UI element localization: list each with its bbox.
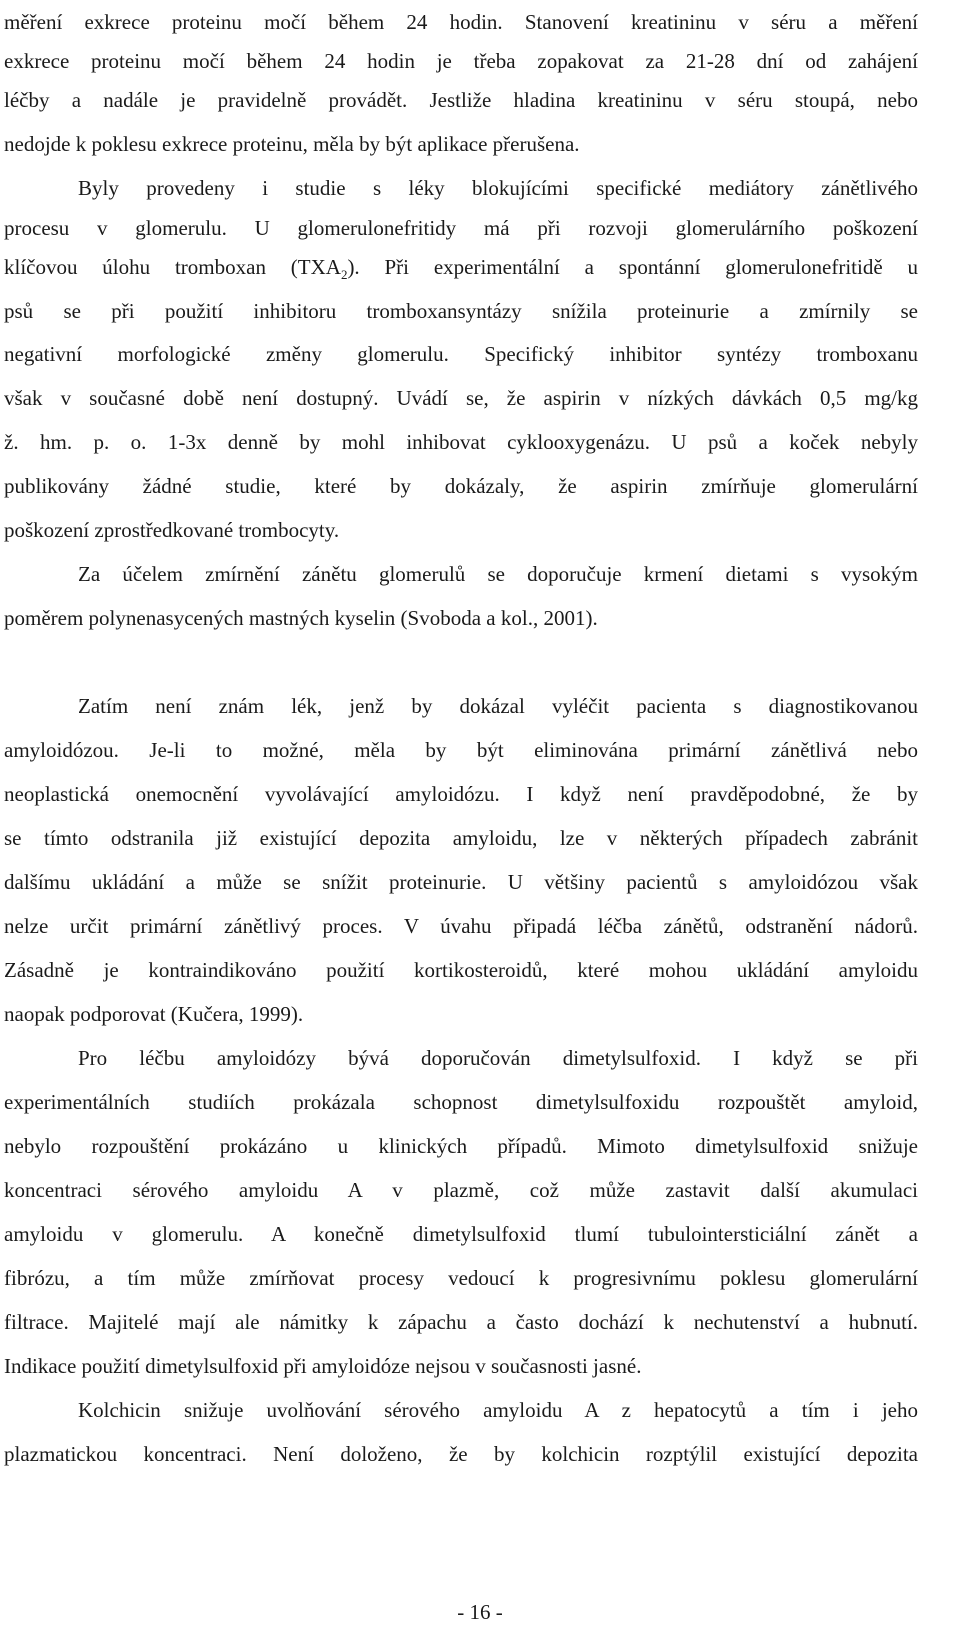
text-line: negativní morfologické změny glomerulu. Specifický inhibitor syntézy tromboxanu [4,342,918,366]
text-line: neoplastická onemocnění vyvolávající amyloidózu. I když není pravděpodobné, že by [4,782,918,806]
subscript: 2 [340,267,348,283]
text-line: publikovány žádné studie, které by dokázaly, že aspirin zmírňuje glomerulární [4,474,918,498]
text-line: koncentraci sérového amyloidu A v plazmě, což může zastavit další akumulaci [4,1178,918,1202]
text-line: poměrem polynenasycených mastných kyselin (Svoboda a kol., 2001). [4,606,598,630]
text-line: Kolchicin snižuje uvolňování sérového amyloidu A z hepatocytů a tím i jeho [78,1398,918,1422]
text-line: ž. hm. p. o. 1-3x denně by mohl inhibovat cyklooxygenázu. U psů a koček nebyly [4,430,918,454]
text-line: experimentálních studiích prokázala schopnost dimetylsulfoxidu rozpouštět amyloid, [4,1090,918,1114]
text-line: měření exkrece proteinu močí během 24 hodin. Stanovení kreatininu v séru a měření [4,10,918,34]
text-line: fibrózu, a tím může zmírňovat procesy vedoucí k progresivnímu poklesu glomerulární [4,1266,918,1290]
text-line: léčby a nadále je pravidelně provádět. Jestliže hladina kreatininu v séru stoupá, nebo [4,88,918,112]
text-line: psů se při použití inhibitoru tromboxansyntázy snížila proteinurie a zmírnily se [4,299,918,323]
text-line: naopak podporovat (Kučera, 1999). [4,1002,304,1026]
text-line: nedojde k poklesu exkrece proteinu, měla by být aplikace přerušena. [4,132,580,156]
text-line: Pro léčbu amyloidózy bývá doporučován dimetylsulfoxid. I když se při [78,1046,918,1070]
text-line: plazmatickou koncentraci. Není doloženo, že by kolchicin rozptýlil existující depozita [4,1442,918,1466]
text-line: amyloidózou. Je-li to možné, měla by být eliminována primární zánětlivá nebo [4,738,918,762]
text-line: nelze určit primární zánětlivý proces. V úvahu připadá léčba zánětů, odstranění nádorů. [4,914,918,938]
text-line: procesu v glomerulu. U glomerulonefritidy má při rozvoji glomerulárního poškození [4,216,918,240]
text-line: se tímto odstranila již existující depozita amyloidu, lze v některých případech zabránit [4,826,918,850]
text-line: Zásadně je kontraindikováno použití kortikosteroidů, které mohou ukládání amyloidu [4,958,918,982]
text-line: dalšímu ukládání a může se snížit proteinurie. U většiny pacientů s amyloidózou však [4,870,918,894]
text-line: klíčovou úlohu tromboxan $(TXA_2)$. Při experimentální a spontánní glomerulonefritidě u [4,255,918,283]
page-number: - 16 - [457,1600,503,1624]
text-line: Byly provedeny i studie s léky blokujícími specifické mediátory zánětlivého [78,176,918,200]
text-line: filtrace. Majitelé mají ale námitky k zápachu a často dochází k nechutenství a hubnutí. [4,1310,918,1334]
text-line: Za účelem zmírnění zánětu glomerulů se doporučuje krmení dietami s vysokým [78,562,918,586]
text-line: exkrece proteinu močí během 24 hodin je třeba zopakovat za 21-28 dní od zahájení [4,49,918,73]
text-line: poškození zprostředkované trombocyty. [4,518,340,542]
text-line: amyloidu v glomerulu. A konečně dimetylsulfoxid tlumí tubulointersticiální zánět a [4,1222,918,1246]
text-line: nebylo rozpouštění prokázáno u klinických případů. Mimoto dimetylsulfoxid snižuje [4,1134,918,1158]
text-line: Indikace použití dimetylsulfoxid při amyloidóze nejsou v současnosti jasné. [4,1354,642,1378]
text-line: Zatím není znám lék, jenž by dokázal vyléčit pacienta s diagnostikovanou [78,694,918,718]
text-line: však v současné době není dostupný. Uvádí se, že aspirin v nízkých dávkách 0,5 mg/kg [4,386,918,410]
